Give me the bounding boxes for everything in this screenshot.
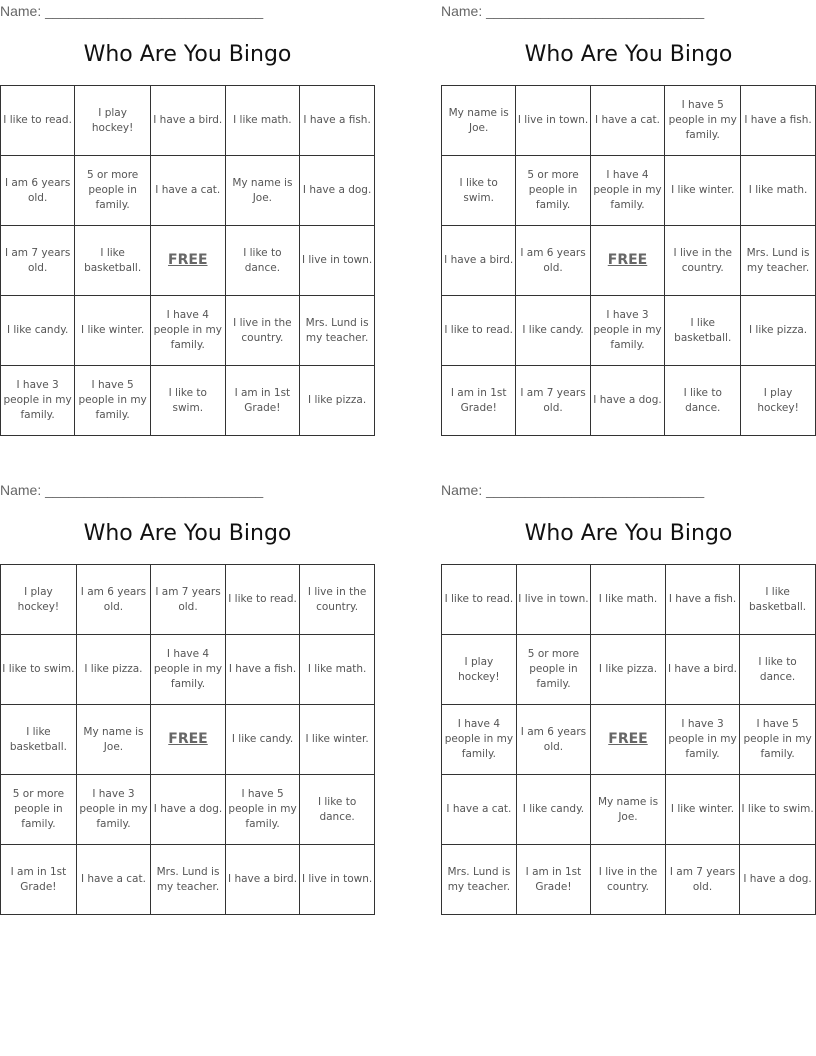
bingo-cell: I play hockey! xyxy=(442,635,517,705)
card-title: Who Are You Bingo xyxy=(524,521,733,546)
bingo-cell: I live in the country. xyxy=(300,565,375,635)
bingo-cell: I have 5 people in my family. xyxy=(665,86,741,156)
free-space: FREE xyxy=(151,705,226,775)
bingo-cell: I like candy. xyxy=(225,705,299,775)
bingo-cell: I like winter. xyxy=(665,775,739,845)
bingo-cell: I like basketball. xyxy=(665,296,741,366)
bingo-cell: I like pizza. xyxy=(741,296,816,366)
bingo-row xyxy=(1,86,375,156)
free-space: FREE xyxy=(151,226,226,296)
bingo-cell: I like to dance. xyxy=(740,635,816,705)
bingo-grid xyxy=(0,564,375,915)
bingo-row xyxy=(442,565,816,635)
bingo-cell: I like to swim. xyxy=(740,775,816,845)
bingo-cell: 5 or more people in family. xyxy=(1,775,77,845)
bingo-row xyxy=(442,366,816,436)
bingo-cell: I like winter. xyxy=(300,705,375,775)
bingo-cell: I have 5 people in my family. xyxy=(225,775,299,845)
bingo-cell: I live in the country. xyxy=(225,296,300,366)
bingo-cell: I have a dog. xyxy=(740,845,816,915)
bingo-cell: I like to swim. xyxy=(442,156,516,226)
bingo-cell: I have 3 people in my family. xyxy=(1,366,75,436)
bingo-cell: I am 7 years old. xyxy=(665,845,739,915)
bingo-cell: I play hockey! xyxy=(1,565,77,635)
bingo-cell: I live in the country. xyxy=(591,845,666,915)
bingo-cell: I have a cat. xyxy=(151,156,226,226)
bingo-cell: I like winter. xyxy=(75,296,151,366)
bingo-cell: I have a cat. xyxy=(442,775,517,845)
bingo-cell: I am 6 years old. xyxy=(516,705,590,775)
bingo-row xyxy=(442,156,816,226)
bingo-cell: 5 or more people in family. xyxy=(516,156,590,226)
bingo-row xyxy=(1,775,375,845)
bingo-cell: I like to read. xyxy=(442,565,517,635)
bingo-cell: I am in 1st Grade! xyxy=(516,845,590,915)
bingo-cell: I have a fish. xyxy=(741,86,816,156)
bingo-cell: Mrs. Lund is my teacher. xyxy=(151,845,226,915)
bingo-cell: I have a dog. xyxy=(590,366,665,436)
bingo-cell: I am in 1st Grade! xyxy=(1,845,77,915)
bingo-cell: I am 6 years old. xyxy=(516,226,590,296)
bingo-cell: I like to dance. xyxy=(225,226,300,296)
bingo-cell: I have 4 people in my family. xyxy=(151,635,226,705)
bingo-cell: I like candy. xyxy=(516,296,590,366)
bingo-cell: I like basketball. xyxy=(75,226,151,296)
card-title: Who Are You Bingo xyxy=(83,521,292,546)
bingo-row xyxy=(442,775,816,845)
name-field: Name: ____________________________ xyxy=(0,482,264,498)
bingo-cell: I have 4 people in my family. xyxy=(590,156,665,226)
bingo-cell: I play hockey! xyxy=(741,366,816,436)
bingo-cell: My name is Joe. xyxy=(591,775,666,845)
bingo-cell: I like to read. xyxy=(442,296,516,366)
bingo-cell: Mrs. Lund is my teacher. xyxy=(300,296,375,366)
bingo-cell: 5 or more people in family. xyxy=(75,156,151,226)
bingo-row xyxy=(442,226,816,296)
bingo-cell: I like basketball. xyxy=(740,565,816,635)
bingo-cell: I have a bird. xyxy=(665,635,739,705)
bingo-row xyxy=(1,635,375,705)
bingo-grid xyxy=(0,85,375,436)
bingo-cell: I have 4 people in my family. xyxy=(442,705,517,775)
bingo-cell: I like winter. xyxy=(665,156,741,226)
bingo-row xyxy=(1,226,375,296)
bingo-cell: I have 3 people in my family. xyxy=(665,705,739,775)
bingo-cell: I live in town. xyxy=(516,565,590,635)
bingo-cell: I am 6 years old. xyxy=(76,565,150,635)
bingo-cell: My name is Joe. xyxy=(225,156,300,226)
bingo-grid xyxy=(441,564,816,915)
bingo-cell: I have 4 people in my family. xyxy=(151,296,226,366)
bingo-cell: My name is Joe. xyxy=(76,705,150,775)
bingo-cell: I like basketball. xyxy=(1,705,77,775)
bingo-row xyxy=(1,845,375,915)
bingo-row xyxy=(1,156,375,226)
bingo-cell: I am in 1st Grade! xyxy=(442,366,516,436)
bingo-cell: I like pizza. xyxy=(591,635,666,705)
bingo-cell: I have a fish. xyxy=(665,565,739,635)
bingo-row xyxy=(1,366,375,436)
bingo-cell: I have 3 people in my family. xyxy=(76,775,150,845)
bingo-cell: I have a bird. xyxy=(225,845,299,915)
card-title: Who Are You Bingo xyxy=(83,42,292,67)
bingo-cell: I am 7 years old. xyxy=(151,565,226,635)
bingo-cell: I am 7 years old. xyxy=(1,226,75,296)
bingo-cell: I have 5 people in my family. xyxy=(75,366,151,436)
bingo-cell: I am in 1st Grade! xyxy=(225,366,300,436)
free-space: FREE xyxy=(591,705,666,775)
bingo-cell: I like to dance. xyxy=(300,775,375,845)
bingo-row xyxy=(442,705,816,775)
bingo-cell: I like to read. xyxy=(225,565,299,635)
bingo-cell: I like pizza. xyxy=(76,635,150,705)
name-field: Name: ____________________________ xyxy=(441,482,705,498)
bingo-cell: I have a bird. xyxy=(151,86,226,156)
bingo-row xyxy=(1,705,375,775)
bingo-cell: I like to dance. xyxy=(665,366,741,436)
name-field: Name: ____________________________ xyxy=(0,3,264,19)
name-field: Name: ____________________________ xyxy=(441,3,705,19)
free-space: FREE xyxy=(590,226,665,296)
card-title: Who Are You Bingo xyxy=(524,42,733,67)
bingo-cell: I like candy. xyxy=(516,775,590,845)
bingo-cell: I have a dog. xyxy=(151,775,226,845)
bingo-cell: I play hockey! xyxy=(75,86,151,156)
bingo-cell: I live in town. xyxy=(516,86,590,156)
bingo-cell: I have a cat. xyxy=(76,845,150,915)
bingo-cell: I have a fish. xyxy=(225,635,299,705)
bingo-cell: I like to swim. xyxy=(1,635,77,705)
bingo-row xyxy=(1,296,375,366)
bingo-cell: I like to read. xyxy=(1,86,75,156)
bingo-cell: I like to swim. xyxy=(151,366,226,436)
bingo-row xyxy=(442,635,816,705)
bingo-cell: I am 7 years old. xyxy=(516,366,590,436)
bingo-cell: I am 6 years old. xyxy=(1,156,75,226)
bingo-cell: My name is Joe. xyxy=(442,86,516,156)
bingo-cell: I have a cat. xyxy=(590,86,665,156)
bingo-cell: I like math. xyxy=(300,635,375,705)
bingo-cell: I like math. xyxy=(741,156,816,226)
bingo-cell: I have a dog. xyxy=(300,156,375,226)
bingo-grid xyxy=(441,85,816,436)
bingo-cell: I live in town. xyxy=(300,226,375,296)
bingo-cell: I like math. xyxy=(591,565,666,635)
bingo-cell: Mrs. Lund is my teacher. xyxy=(442,845,517,915)
bingo-cell: I like candy. xyxy=(1,296,75,366)
bingo-cell: 5 or more people in family. xyxy=(516,635,590,705)
bingo-cell: I have 5 people in my family. xyxy=(740,705,816,775)
bingo-row xyxy=(442,86,816,156)
bingo-cell: I have a bird. xyxy=(442,226,516,296)
bingo-cell: I like math. xyxy=(225,86,300,156)
bingo-cell: I like pizza. xyxy=(300,366,375,436)
bingo-cell: I live in town. xyxy=(300,845,375,915)
bingo-row xyxy=(1,565,375,635)
bingo-cell: I have a fish. xyxy=(300,86,375,156)
bingo-cell: I live in the country. xyxy=(665,226,741,296)
bingo-cell: Mrs. Lund is my teacher. xyxy=(741,226,816,296)
bingo-row xyxy=(442,296,816,366)
bingo-row xyxy=(442,845,816,915)
bingo-cell: I have 3 people in my family. xyxy=(590,296,665,366)
